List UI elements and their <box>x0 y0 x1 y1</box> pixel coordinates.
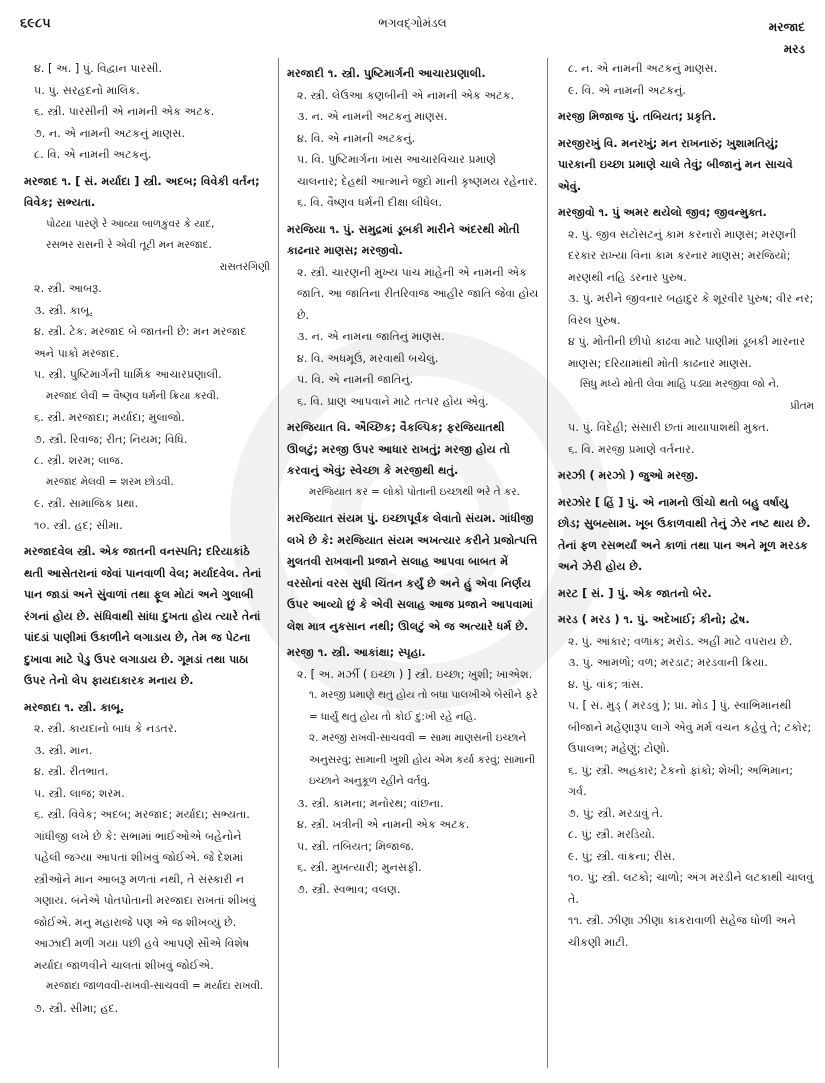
entry-definition: ૧. પું. સમુદ્રમાં ડૂબકી મારીને અંદરથી મોતી કાઢનાર માણસ; મરજીવો. <box>287 222 520 257</box>
sense-definition: ૭. સ્ત્રી. રિવાજ; રીત; નિયમ; વિધિ. <box>34 432 188 446</box>
sense-definition: ૨. પું. આંકાર; વળાંક; મરોડ. અહીં માટે વપરાય છે. <box>568 634 793 648</box>
usage-example: ૧. મરજી પ્રમાણે થતું હોય તો બધા પાલખીએ બેસીને ફરે = ધાર્યું થતું હોય તો કોઈ દુ:ખી રહે નહિ. <box>309 689 538 723</box>
usage-example: મરજાદ મેલવી = શરમ છોડવી. <box>46 475 174 488</box>
sense-definition: ૬. વિ. મરજી પ્રમાણે વર્તનાર. <box>568 442 695 456</box>
sense-definition: ૬. વિ. પ્રાણ આપવાને માટે તત્પર હોય એવું. <box>297 394 489 408</box>
entry-headword: મરજાદવેલ <box>24 545 74 558</box>
sense-definition: ૮. સ્ત્રી. શરમ; લાજ. <box>34 454 124 467</box>
guide-word-last: મરડ <box>783 42 805 56</box>
sense-definition: ૭. સ્ત્રી. સીમા; હદ. <box>34 1001 119 1015</box>
sense-definition: ૬. સ્ત્રી. મરજાદા; મર્યાદા; મુલાજો. <box>34 411 185 424</box>
sense-definition: ૬. સ્ત્રી. પારસીની એ નામની એક અટક. <box>34 105 215 118</box>
usage-example: મરજાદ લેવી = વૈષ્ણવ ધર્મની ક્રિયા કરવી. <box>46 389 220 402</box>
entry-headword: મરજિયાત સંયમ <box>287 512 364 525</box>
dictionary-entry <box>558 106 814 128</box>
dictionary-entry <box>287 508 539 637</box>
sense-definition: ૬. સ્ત્રી. વિવેક; અદબ; મરજાદ; મર્યાદા; સભ્યતા. ગાંધીજી લખે છે કે: સભામાં ભાઈઓએ બહેનોને પહેલી જગ્યા આપતાં શીખવું જોઈએ. જે દેશમાં સ્ત્રીઓને માન આબરૂ મળતાં નથી, તે સંસ્કારી ન ગણાય. બંનેએ પોતપોતાની મરજાદા રાખતાં શીખવું જોઈએ. મનુ મહારાજે પણ એ જ શીખવ્યું છે. આઝાદી મળી ગયા પછી હવે આપણે સૌએ વિશેષ મર્યાદા જાળવીને ચાલતાં શીખવું જોઈએ. <box>34 808 256 972</box>
sense-definition: ૩. સ્ત્રી. માન. <box>34 743 93 757</box>
sense-definition: ૮. ન. એ નામની અટકનું માણસ. <box>568 62 718 75</box>
dictionary-columns <box>24 58 814 1068</box>
sense-definition: ૪. સ્ત્રી. રીતભાત. <box>34 765 109 778</box>
dictionary-entry <box>24 697 270 719</box>
entry-headword: મરઝી <box>558 469 586 482</box>
sense-definition: ૫. સ્ત્રી. પુષ્ટિમાર્ગની ધાર્મિક આચારપ્રણાલી. <box>34 368 222 381</box>
column-1 <box>24 58 278 1068</box>
sense-definition: ૪ પું. મોતીની છીપો કાઢવા માટે પાણીમાં ડૂબકી મારનાર માણસ; દરિયામાંથી મોતી કાઢનાર માણસ. <box>568 335 806 370</box>
dictionary-entry <box>287 642 539 664</box>
entry-definition: ૧. સ્ત્રી. કાબૂ. <box>60 700 125 714</box>
sense-definition: ૪. પું. વાંક; ત્રાંસ. <box>568 677 644 691</box>
entry-definition: વિ. મનરખું; મન રાખનારું; ખુશામતિયું; પારકાની ઇચ્છા પ્રમાણે ચાલે તેવું; બીજાનું મન સાચવે એવું. <box>558 136 793 193</box>
entry-headword: મરજિયા <box>287 222 326 236</box>
entry-headword: મરજી <box>287 646 314 659</box>
sense-definition: ૯. સ્ત્રી. સામાજિક પ્રથા. <box>34 497 139 510</box>
sense-definition: ૫. સ્ત્રી. લાજ; શરમ. <box>34 786 125 800</box>
citation-source: પ્રીતમ <box>790 399 814 412</box>
entry-definition: ૧. સ્ત્રી. પુષ્ટિમાર્ગની આચારપ્રણાલી. <box>323 67 486 80</box>
sense-definition: ૮. વિ. એ નામની અટકનું. <box>34 148 152 161</box>
dictionary-entry <box>558 583 814 605</box>
usage-example: ૨. મરજી રાખવી-સાચવવી = સામા માણસની ઇચ્છાને અનુસરવું; સામાની ખુશી હોય એમ કર્યા કરવું; સામાની ઇચ્છાને અનુકૂળ રહીને વર્તવું. <box>309 732 536 787</box>
dictionary-entry <box>558 609 814 631</box>
sense-definition: ૭. ન. એ નામની અટકનું માણસ. <box>34 126 185 140</box>
sense-definition: ૪. સ્ત્રી. ટેક. મરજાદ બે જાતની છે: મન મરજાદ અને પાકો મરજાદ. <box>34 325 247 360</box>
sense-definition: ૫. પું. સરહદનો માલિક. <box>34 83 140 97</box>
sense-definition: ૪. વિ. અધમૂઉં, મરવાથી બચેલું. <box>297 351 439 365</box>
sense-definition: ૩. ન. એ નામના જાતિનું માણસ. <box>297 330 445 343</box>
sense-definition: ૩. પું. મરીને જીવનાર બહાદુર કે શૂરવીર પુરુષ; વીર નર; વિરલ પુરુષ. <box>568 292 814 327</box>
entry-headword: મરજીરખું <box>558 136 600 150</box>
page-header <box>0 10 825 54</box>
sense-definition: ૨. સ્ત્રી. કાયદાનો બાધ કે નડતર. <box>34 722 178 735</box>
guide-word-first: મરજાદ <box>768 20 805 34</box>
sense-definition: ૫. વિ. એ નામની જાતિનું. <box>297 373 414 386</box>
sense-definition: ૮. પું; સ્ત્રી. મરડિયો. <box>568 828 656 841</box>
sense-definition: ૫. [ સં. મુડ્ ( મરડવું ); પ્રા. મોડ ] પું. સ્વાભિમાનથી બીજાને મહેણારૂપ લાગે એવું મર્મ વચન કહેવું તે; ટકોર; ઉપાલભ; મહેણું; ટોણો. <box>568 699 812 755</box>
sense-definition: ૪. સ્ત્રી. ખત્રીની એ નામની એક અટક. <box>297 818 470 831</box>
entry-definition: વિ. ઐચ્છિક; વૈકલ્પિક; ફરજિયાતથી ઊલટું; મરજી ઉપર આધાર રાખતું; મરજી હોય તો કરવાનું એવું; સ્વેચ્છા કે મરજીથી થતું. <box>287 421 510 477</box>
entry-definition: [ સં. ] પું. એક જાતનો બેર. <box>578 586 712 600</box>
dictionary-entry <box>558 133 814 198</box>
usage-example: સિંધુ મધ્યે મોતી લેવા માંહિ પડ્યા મરજીવા જો ને. <box>580 378 780 390</box>
entry-headword: મરજિયાત <box>287 421 334 434</box>
entry-headword: મરટ <box>558 586 579 600</box>
sense-definition: ૬. વિ. વૈષ્ણવ ધર્મની દીક્ષા લીધેલ. <box>297 196 443 209</box>
sense-definition: ૯. પું; સ્ત્રી. વાંકના; રીસ. <box>568 849 676 863</box>
usage-example: મરજાદા જાળવવી-રાખવી-સાચવવી = મર્યાદા રાખવી. <box>46 980 264 992</box>
entry-headword: મરજી મિજાજ <box>558 110 624 123</box>
entry-definition: ૧. સ્ત્રી. આકાંક્ષા; સ્પૃહા. <box>313 646 426 659</box>
sense-definition: ૭. પું; સ્ત્રી. મરડાવું તે. <box>568 806 663 820</box>
guide-words <box>769 16 805 60</box>
entry-definition: પું. ઇચ્છાપૂર્વક લેવાતો સંયમ. ગાંધીજી લખે છે કે: મરજિયાત સંયમ અખત્યાર કરીને પ્રજોત્પત્તિ મુલતવી રાખવાની પ્રજાને સલાહ આપવા બાબત મેં વરસોનાં વરસ સુધી ચિંતન કર્યું છે અને હું એવા નિર્ણય ઉપર આવ્યો છું કે એવી સલાહ આજ પ્રજાને આપવામાં લેશ માત્ર નુકસાન નથી; ઊલટું એ જ અત્યારે ધર્મ છે. <box>287 512 538 633</box>
sense-definition: ૩. ન. એ નામની અટકનું માણસ. <box>297 110 448 123</box>
citation-source: રાસતરંગિણી <box>219 260 270 273</box>
dictionary-title: ભગવદ્ગોમંડલ <box>378 16 447 30</box>
entry-definition: પું. તબિયત; પ્રકૃતિ. <box>623 110 717 123</box>
entry-headword: મરજીવો <box>558 206 595 219</box>
sense-definition: ૩. સ્ત્રી. કામના; મનોરથ; વાંછના. <box>297 796 444 810</box>
sense-definition: ૩. પું. આમળો; વળ; મરડાટ; મરડવાની ક્રિયા. <box>568 656 768 669</box>
sense-definition: ૨. પું. જીવ સટોસટનું કામ કરનારો માણસ; મરણની દરકાર રાખ્યા વિના કામ કરનાર માણસ; મરજિયો; મરણથી નહિ ડરનાર પુરુષ. <box>568 227 797 284</box>
sense-definition: ૩. સ્ત્રી. કાબૂ. <box>34 303 94 317</box>
sense-definition: ૫. સ્ત્રી. તબિયત; મિજાજ. <box>297 839 415 853</box>
dictionary-entry <box>558 202 814 224</box>
dictionary-entry <box>287 417 539 482</box>
entry-definition: ( મરઝો ) જુઓ મરજી. <box>585 469 699 482</box>
sense-definition: ૨. સ્ત્રી. આબરૂ. <box>34 282 102 295</box>
sense-definition: ૨. સ્ત્રી. લેઉઆ કણબીની એ નામની એક અટક. <box>297 88 515 102</box>
sense-definition: ૨. [ અ. મર્ઝી ( ઇચ્છા ) ] સ્ત્રી. ઇચ્છા; ખુશી; ખાએશ. <box>297 667 533 681</box>
sense-definition: ૭. સ્ત્રી. સ્વભાવ; વલણ. <box>297 882 401 896</box>
sense-definition: ૨. સ્ત્રી. ચારણની મુખ્ય પાંચ માંહેની એ નામની એક જાતિ. આ જાતિના રીતરિવાજ આહીર જાતિ જેવા હોય છે. <box>297 265 539 322</box>
page-number: ૬૯૮૫ <box>20 16 51 31</box>
dictionary-entry <box>287 219 539 262</box>
dictionary-entry <box>24 171 270 214</box>
dictionary-entry <box>558 465 814 487</box>
entry-headword: મરજાદી <box>287 67 324 80</box>
sense-definition: ૯. વિ. એ નામની અટકનું. <box>568 83 686 97</box>
dictionary-entry <box>24 541 270 692</box>
dictionary-entry <box>558 492 814 578</box>
sense-definition: ૫. પું. વિદેહી; સંસારી છતાં માયાપાશથી મુક્ત. <box>568 421 770 434</box>
sense-definition: ૪. [ અ. ] પું. વિદ્વાન પારસી. <box>34 62 163 75</box>
entry-definition: ૧. પું અમર થયેલો જીવ; જીવન્મુક્ત. <box>594 206 767 219</box>
usage-example: રસભર રાસની રે એવી તૂટી મન મરજાદ. <box>46 239 212 251</box>
entry-definition: ૧. [ સં. મર્યાદા ] સ્ત્રી. અદબ; વિવેકી વર્તન; વિવેક; સભ્યતા. <box>24 174 260 209</box>
column-3 <box>548 58 814 1068</box>
entry-definition: [ હિં ] પું. એ નામનો ઊંચો થતો બહુ વર્ષાયુ છોડ; સુબહ્સામ. ખૂબ ઉકાળવાથી તેનું ઝેર નષ્ટ થાય છે. તેનાં ફળ રસભર્યાં અને કાળાં તથા પાન અને મૂળ મરડક અને ઝેરી હોય છે. <box>558 495 811 573</box>
dictionary-entry <box>287 63 539 85</box>
sense-definition: ૬. પું; સ્ત્રી. અહંકાર; ટેકનો ફાંકો; શેખી; અભિમાન; ગર્વ. <box>568 763 794 798</box>
sense-definition: ૧૧. સ્ત્રી. ઝીણા ઝીણા કાંકરાવાળી સહેજ ધોળી અને ચીકણી માટી. <box>568 914 796 949</box>
entry-headword: મરજાદ <box>24 174 58 188</box>
entry-definition: ( મરડ ) ૧. પું. અદેખાઈ; કીનો; દ્વેષ. <box>577 613 750 626</box>
usage-example: મરજિયાત કર = લોકો પોતાની ઇચ્છાથી ભરે તે કર. <box>309 485 520 498</box>
entry-headword: મરડ <box>558 613 578 626</box>
sense-definition: ૬. સ્ત્રી. મુખત્યારી; મુનસફી. <box>297 861 422 874</box>
entry-headword: મરઝોર <box>558 495 591 509</box>
column-2 <box>278 58 548 1068</box>
usage-example: પોઢયા પારણે રે આવ્યા બાળકુંવર કે યાદ, <box>46 217 215 230</box>
sense-definition: ૧૦. સ્ત્રી. હદ; સીમા. <box>34 518 123 532</box>
entry-definition: સ્ત્રી. એક જાતની વનસ્પતિ; દરિયાકાંઠે થતી આસેતરાનાં જેવાં પાનવાળી વેલ; મર્યાદવેલ. તેનાં પાન જાડાં અને સુંવાળાં તથા ફૂલ મોટાં અને ગુલાબી રંગનાં હોય છે. સંધિવાથી સાંધા દુખતા હોય ત્યારે તેનાં પાંદડાં પાણીમાં ઉકાળીને લગાડાય છે, તેમ જ પેટના દુખાવા માટે પેડુ ઉપર લગાડાય છે. ગૂમડાં તથા પાઠા ઉપર તેનો લેપ ફાયદાકારક મનાય છે. <box>24 545 262 687</box>
sense-definition: ૪. વિ. એ નામની અટકનું. <box>297 131 416 145</box>
sense-definition: ૧૦. પું; સ્ત્રી. લટકો; ચાળો; અંગ મરડીને લટકાથી ચાલવું તે. <box>568 871 814 906</box>
entry-headword: મરજાદા <box>24 700 61 714</box>
sense-definition: ૫. વિ. પુષ્ટિમાર્ગના ખાસ આચારવિચાર પ્રમાણે ચાલનાર; દેહથી આત્માને જુદો માની કૃષ્ણમય રહેનાર. <box>297 153 538 188</box>
